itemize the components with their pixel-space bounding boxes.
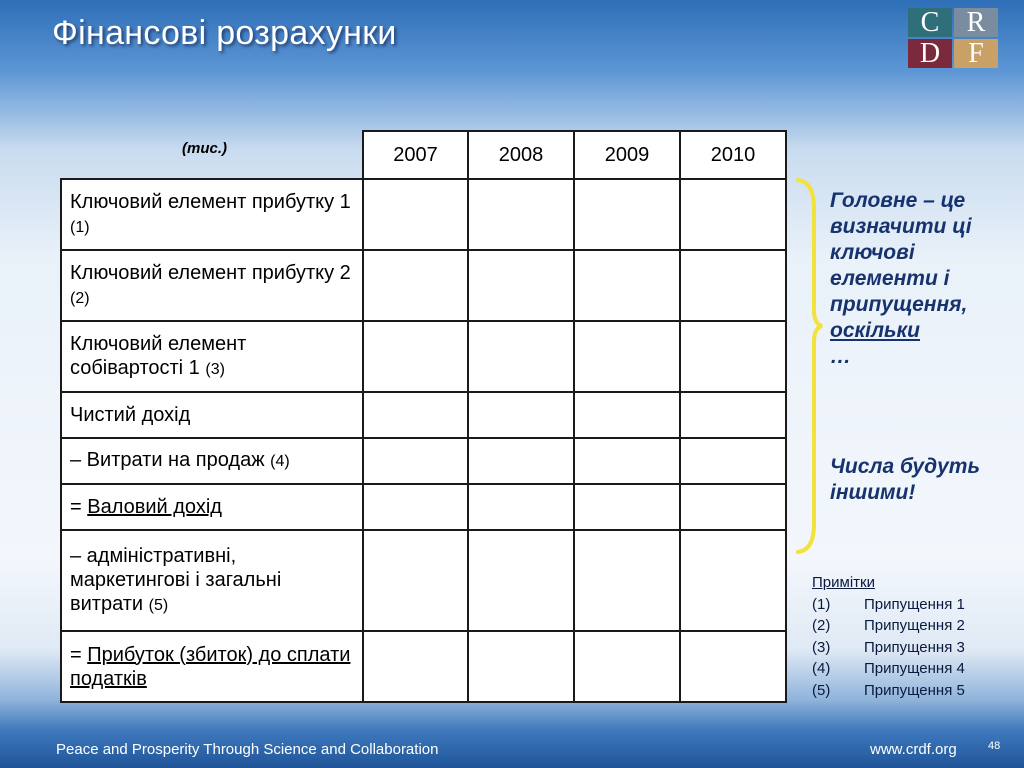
value-cell-2008[interactable] <box>468 179 574 250</box>
footer-tagline: Peace and Prosperity Through Science and Collaboration <box>56 741 439 758</box>
value-cell-2009[interactable] <box>574 530 680 631</box>
crdf-logo <box>908 8 1000 70</box>
value-cell-2009[interactable] <box>574 631 680 702</box>
year-header-2009: 2009 <box>574 131 680 179</box>
key-message-text: Головне – це визначити ці ключові елементи і припущення, <box>830 189 972 316</box>
value-cell-2010[interactable] <box>680 321 786 392</box>
table-row <box>61 484 786 530</box>
value-cell-2010[interactable] <box>680 179 786 250</box>
value-cell-2010[interactable] <box>680 631 786 702</box>
row-note-ref: (5) <box>148 596 169 614</box>
row-label <box>61 484 363 530</box>
financial-table <box>60 130 787 703</box>
row-prefix: = <box>70 496 82 518</box>
row-note-ref: (1) <box>70 218 90 236</box>
value-cell-2010[interactable] <box>680 530 786 631</box>
row-text: Ключовий елемент собівартості 1 <box>70 332 247 379</box>
value-cell-2007[interactable] <box>363 179 468 250</box>
value-cell-2008[interactable] <box>468 392 574 438</box>
row-text: Прибуток (збиток) до сплати податків <box>70 643 351 690</box>
row-label <box>61 438 363 484</box>
value-cell-2009[interactable] <box>574 438 680 484</box>
page-number: 48 <box>988 740 1001 752</box>
row-note-ref: (3) <box>205 360 225 378</box>
value-cell-2009[interactable] <box>574 250 680 321</box>
note-label: Припущення 5 <box>864 681 965 699</box>
row-note-ref: (4) <box>270 453 290 470</box>
note-item <box>812 615 965 637</box>
key-message-ellipsis: … <box>830 345 851 368</box>
value-cell-2009[interactable] <box>574 321 680 392</box>
note-label: Припущення 3 <box>864 638 965 656</box>
value-cell-2007[interactable] <box>363 530 468 631</box>
bracket-icon <box>794 178 824 554</box>
table-header-row <box>61 131 786 179</box>
table-unit-label: (тис.) <box>182 140 227 157</box>
row-text: – адміністративні, маркетингові і загальні витрати <box>70 544 282 615</box>
table-row <box>61 438 786 484</box>
value-cell-2009[interactable] <box>574 179 680 250</box>
row-label <box>61 530 363 631</box>
value-cell-2009[interactable] <box>574 484 680 530</box>
table-row <box>61 392 786 438</box>
value-cell-2010[interactable] <box>680 392 786 438</box>
notes-title: Примітки <box>812 574 875 591</box>
table-corner <box>61 131 363 179</box>
table-row <box>61 321 786 392</box>
note-item <box>812 680 965 702</box>
key-message-link[interactable]: оскільки <box>830 319 920 342</box>
row-text: Ключовий елемент прибутку 2 <box>70 261 351 284</box>
logo-letter-c: C <box>908 8 952 37</box>
table-row <box>61 631 786 702</box>
table-row <box>61 530 786 631</box>
value-cell-2007[interactable] <box>363 321 468 392</box>
note-item <box>812 658 965 680</box>
value-cell-2008[interactable] <box>468 530 574 631</box>
note-label: Припущення 2 <box>864 617 965 635</box>
value-cell-2007[interactable] <box>363 631 468 702</box>
year-header-2010: 2010 <box>680 131 786 179</box>
logo-letter-r: R <box>954 8 998 37</box>
notes-list <box>812 594 965 702</box>
table-row <box>61 179 786 250</box>
notes-panel <box>812 572 965 702</box>
note-number: (4) <box>812 660 831 678</box>
value-cell-2008[interactable] <box>468 484 574 530</box>
value-cell-2008[interactable] <box>468 631 574 702</box>
row-text: – Витрати на продаж <box>70 449 265 471</box>
note-item <box>812 594 965 616</box>
value-cell-2008[interactable] <box>468 321 574 392</box>
note-number: (3) <box>812 638 831 656</box>
row-label <box>61 179 363 250</box>
value-cell-2007[interactable] <box>363 392 468 438</box>
row-text: Валовий дохід <box>87 496 222 518</box>
value-cell-2010[interactable] <box>680 438 786 484</box>
year-header-2008: 2008 <box>468 131 574 179</box>
value-cell-2007[interactable] <box>363 250 468 321</box>
note-number: (5) <box>812 681 831 699</box>
row-label <box>61 392 363 438</box>
row-prefix: = <box>70 643 82 666</box>
note-number: (1) <box>812 595 831 613</box>
table-row <box>61 250 786 321</box>
logo-letter-f: F <box>954 39 998 68</box>
year-header-2007: 2007 <box>363 131 468 179</box>
value-cell-2010[interactable] <box>680 484 786 530</box>
value-cell-2008[interactable] <box>468 438 574 484</box>
value-cell-2008[interactable] <box>468 250 574 321</box>
numbers-message: Числа будуть іншими! <box>830 455 980 504</box>
note-item <box>812 637 965 659</box>
row-note-ref: (2) <box>70 289 90 307</box>
value-cell-2010[interactable] <box>680 250 786 321</box>
note-number: (2) <box>812 617 831 635</box>
row-label <box>61 321 363 392</box>
key-message <box>830 188 980 370</box>
note-label: Припущення 4 <box>864 660 965 678</box>
note-label: Припущення 1 <box>864 595 965 613</box>
value-cell-2007[interactable] <box>363 484 468 530</box>
value-cell-2009[interactable] <box>574 392 680 438</box>
row-label <box>61 250 363 321</box>
logo-letter-d: D <box>908 39 952 68</box>
footer-website-link[interactable]: www.crdf.org <box>870 741 957 758</box>
row-text: Чистий дохід <box>70 404 191 426</box>
slide-title: Фінансові розрахунки <box>52 14 397 52</box>
row-label <box>61 631 363 702</box>
value-cell-2007[interactable] <box>363 438 468 484</box>
row-text: Ключовий елемент прибутку 1 <box>70 190 351 213</box>
